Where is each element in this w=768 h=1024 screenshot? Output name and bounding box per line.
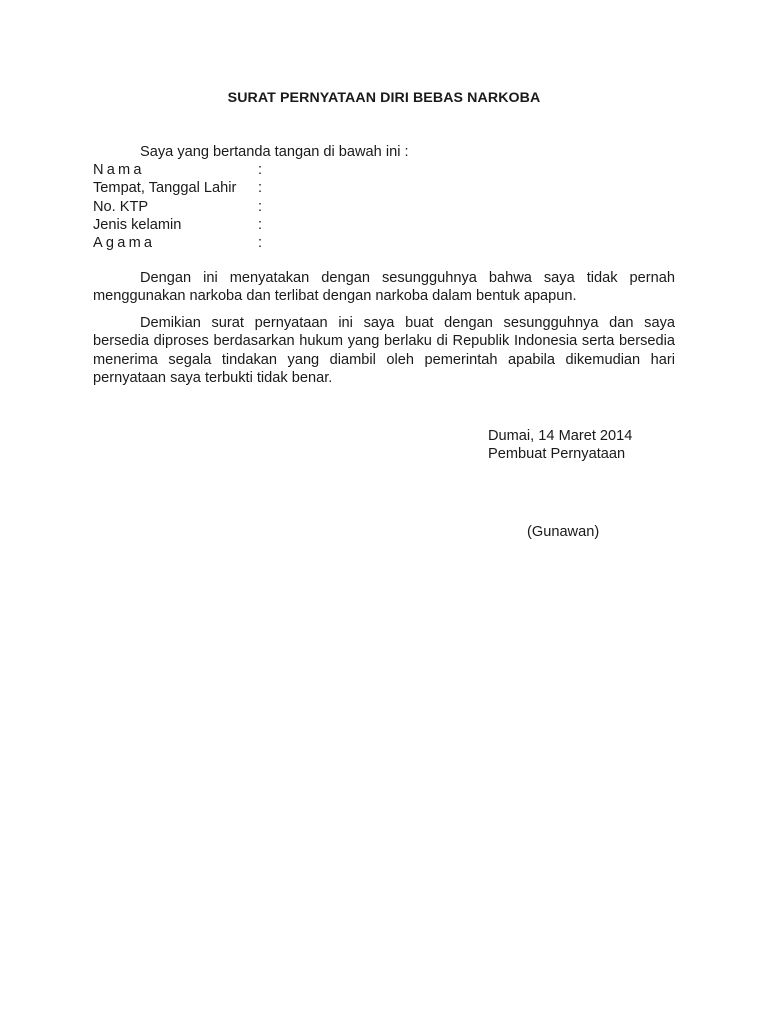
document-title: SURAT PERNYATAAN DIRI BEBAS NARKOBA xyxy=(227,90,541,106)
identity-fields xyxy=(93,161,268,252)
field-row-ttl xyxy=(93,179,268,197)
signer-role: Pembuat Pernyataan xyxy=(488,446,626,463)
intro-text: Saya yang bertanda tangan di bawah ini : xyxy=(140,144,409,160)
field-row-jenis-kelamin xyxy=(93,216,268,234)
statement-paragraph: Dengan ini menyatakan dengan sesungguhnya bahwa saya tidak pernah menggunakan narkoba dan terlibat dengan narkoba dalam bentuk apapun. xyxy=(93,270,675,305)
field-label-agama: Agama xyxy=(93,235,156,252)
field-colon: : xyxy=(258,216,263,233)
place-date: Dumai, 14 Maret 2014 xyxy=(488,428,633,444)
signer-name: (Gunawan) xyxy=(527,524,600,540)
field-row-nama xyxy=(93,161,268,179)
field-colon: : xyxy=(258,198,263,215)
field-label-ktp: No. KTP xyxy=(93,198,149,215)
field-row-agama xyxy=(93,234,268,252)
field-colon: : xyxy=(258,162,263,178)
field-label-nama: Nama xyxy=(93,162,145,178)
field-label-jenis-kelamin: Jenis kelamin xyxy=(93,216,182,233)
field-colon: : xyxy=(258,180,263,197)
closing-paragraph: Demikian surat pernyataan ini saya buat dengan sesungguhnya dan saya bersedia diproses berdasarkan hukum yang berlaku di Republik Indonesia serta bersedia menerima segala tindakan yang diambil oleh pemerintah apabila dikemudian hari pernyataan saya terbukti tidak benar. xyxy=(93,315,675,386)
field-label-ttl: Tempat, Tanggal Lahir xyxy=(93,180,237,197)
field-colon: : xyxy=(258,235,263,252)
signature-block xyxy=(488,427,632,464)
field-row-ktp xyxy=(93,198,268,216)
